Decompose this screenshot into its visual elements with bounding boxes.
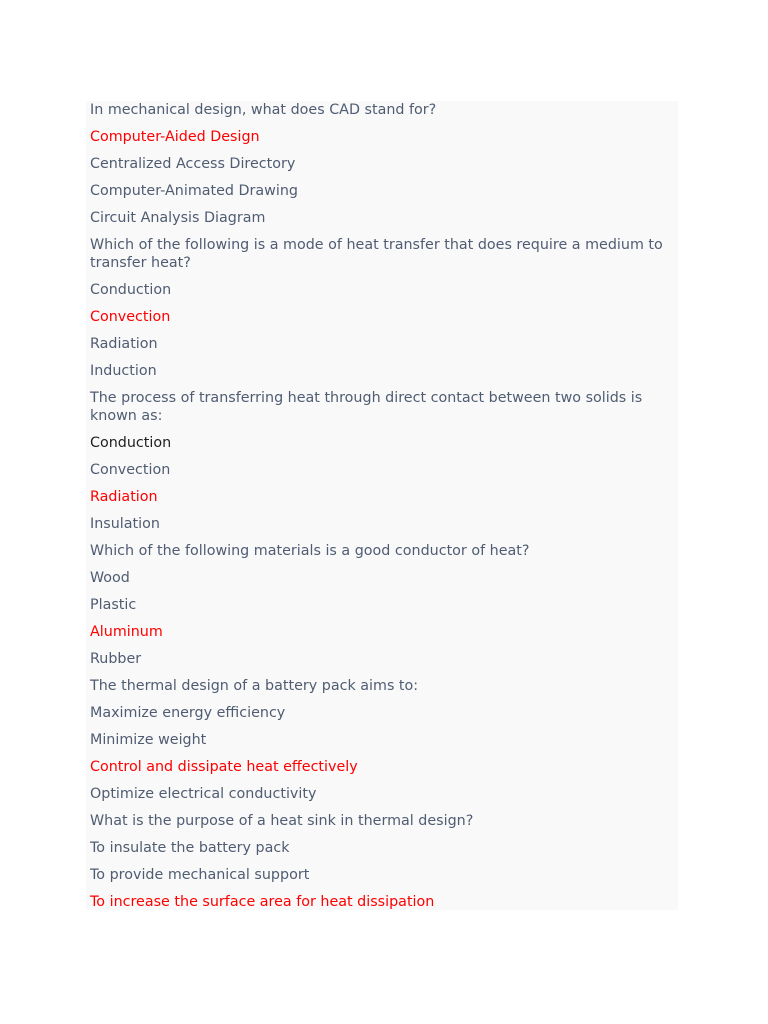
answer-option: To insulate the battery pack — [90, 840, 290, 856]
answer-option: Radiation — [90, 336, 158, 352]
answer-option: Conduction — [90, 435, 172, 451]
answer-option: Wood — [90, 570, 130, 586]
answer-option: Radiation — [90, 489, 158, 505]
answer-option: Aluminum — [90, 624, 163, 640]
question-4: Which of the following materials is a good conductor of heat? — [90, 543, 530, 559]
answer-option: Centralized Access Directory — [90, 156, 296, 172]
answer-option: Induction — [90, 363, 157, 379]
answer-option: Plastic — [90, 597, 137, 613]
answer-option: To increase the surface area for heat dissipation — [90, 894, 435, 910]
answer-option: Convection — [90, 309, 171, 325]
answer-option: Conduction — [90, 282, 172, 298]
question-1: In mechanical design, what does CAD stand for? — [90, 102, 437, 118]
answer-option: To provide mechanical support — [90, 867, 310, 883]
answer-option: Computer-Aided Design — [90, 129, 260, 145]
question-2: Which of the following is a mode of heat transfer that does require a medium to transfer heat? — [90, 237, 663, 271]
answer-option: Control and dissipate heat effectively — [90, 759, 358, 775]
answer-option: Rubber — [90, 651, 142, 667]
answer-option: Convection — [90, 462, 171, 478]
answer-option: Computer-Animated Drawing — [90, 183, 298, 199]
answer-option: Minimize weight — [90, 732, 207, 748]
answer-option: Circuit Analysis Diagram — [90, 210, 266, 226]
quiz-content — [90, 101, 678, 911]
answer-option: Insulation — [90, 516, 160, 532]
question-3: The process of transferring heat through direct contact between two solids is known as: — [90, 390, 643, 424]
question-5: The thermal design of a battery pack aims to: — [90, 678, 419, 694]
answer-option: Maximize energy efficiency — [90, 705, 286, 721]
question-6: What is the purpose of a heat sink in thermal design? — [90, 813, 474, 829]
answer-option: Optimize electrical conductivity — [90, 786, 317, 802]
